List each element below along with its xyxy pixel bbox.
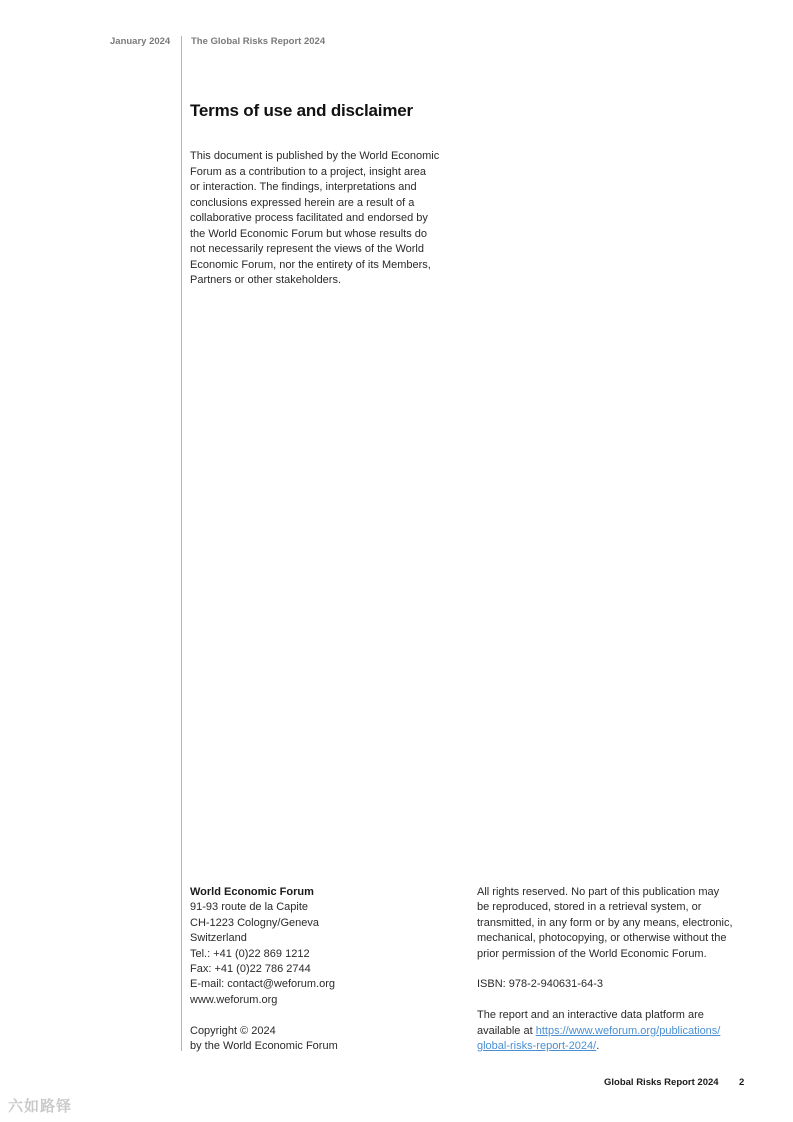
rights-line: be reproduced, stored in a retrieval system, or: [477, 901, 702, 914]
isbn: ISBN: 978-2-940631-64-3: [477, 978, 603, 991]
copyright-line: Copyright © 2024: [190, 1024, 276, 1037]
disclaimer-line: Economic Forum, nor the entirety of its Members,: [190, 258, 431, 271]
report-link[interactable]: https://www.weforum.org/publications/: [535, 1024, 721, 1037]
address-block: [190, 885, 460, 1054]
report-link-continued[interactable]: global-risks-report-2024/: [477, 1040, 597, 1053]
platform-line-link: [477, 1024, 757, 1039]
rights-line: All rights reserved. No part of this publication may: [477, 886, 720, 898]
footer-title: Global Risks Report 2024: [604, 1077, 719, 1088]
address-city: CH-1223 Cologny/Geneva: [190, 916, 320, 929]
disclaimer-text: [190, 149, 460, 289]
platform-suffix: .: [596, 1040, 600, 1053]
rights-block: [477, 885, 757, 1054]
platform-line-link: [477, 1039, 757, 1054]
page-title: Terms of use and disclaimer: [190, 101, 413, 120]
vertical-divider: [181, 36, 182, 1051]
website: www.weforum.org: [190, 993, 278, 1006]
watermark: 六如路铎: [8, 1098, 73, 1115]
rights-line: prior permission of the World Economic Forum.: [477, 947, 707, 960]
disclaimer-line: or interaction. The findings, interpretations and: [190, 181, 417, 193]
email-address: E-mail: contact@weforum.org: [190, 978, 336, 991]
disclaimer-line: conclusions expressed herein are a result of a: [190, 196, 415, 209]
rights-line: mechanical, photocopying, or otherwise without the: [477, 932, 727, 945]
spacer: [477, 993, 757, 1008]
disclaimer-line: not necessarily represent the views of the World: [190, 243, 424, 255]
spacer: [190, 1008, 460, 1023]
header-date: January 2024: [110, 36, 171, 47]
spacer: [477, 962, 757, 977]
disclaimer-line: Forum as a contribution to a project, insight area: [190, 165, 427, 178]
disclaimer-line: Partners or other stakeholders.: [190, 274, 342, 286]
rights-line: transmitted, in any form or by any means, electronic,: [477, 916, 733, 929]
disclaimer-line: collaborative process facilitated and endorsed by: [190, 212, 428, 224]
phone-number: Tel.: +41 (0)22 869 1212: [190, 947, 310, 960]
platform-prefix: available at: [477, 1024, 536, 1037]
copyright-line: by the World Economic Forum: [190, 1040, 338, 1053]
header-report-title: The Global Risks Report 2024: [191, 36, 326, 47]
fax-number: Fax: +41 (0)22 786 2744: [190, 963, 311, 976]
address-street: 91-93 route de la Capite: [190, 901, 309, 914]
address-country: Switzerland: [190, 932, 247, 945]
page-number: 2: [739, 1077, 745, 1088]
disclaimer-line: the World Economic Forum but whose results do: [190, 227, 428, 240]
disclaimer-line: This document is published by the World Economic: [190, 150, 440, 162]
org-name: World Economic Forum: [190, 886, 314, 898]
platform-line: The report and an interactive data platform are: [477, 1009, 704, 1022]
